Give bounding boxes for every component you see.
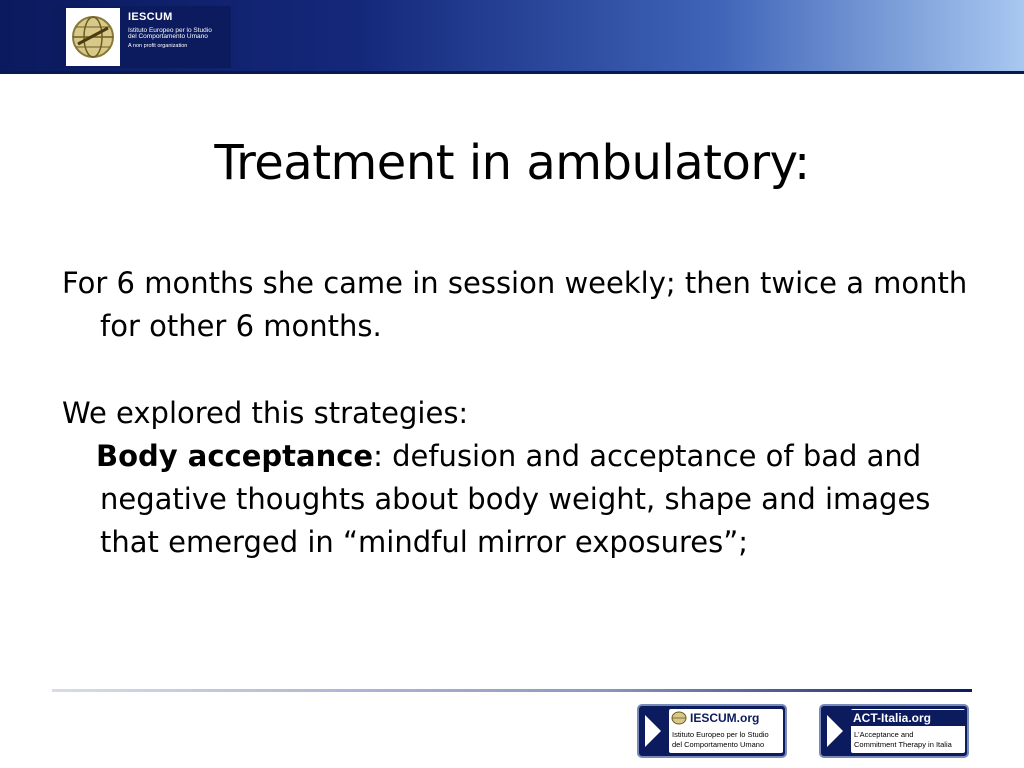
body-acceptance-label: Body acceptance	[96, 439, 374, 473]
globe-icon	[671, 711, 687, 725]
badge-line-1: Istituto Europeo per lo Studio	[672, 730, 769, 739]
paragraph-sessions: For 6 months she came in session weekly; then twice a month for other 6 months.	[62, 266, 968, 343]
paragraph-strategies: We explored this strategies:	[62, 396, 469, 430]
org-subtitle-line-1: Istituto Europeo per lo Studio	[128, 26, 212, 34]
badge-line-1: L'Acceptance and	[854, 730, 914, 739]
act-italia-org-badge[interactable]	[819, 704, 969, 758]
badge-title: ACT-Italia.org	[851, 710, 965, 726]
footer-divider	[52, 689, 972, 692]
badge-line-2: Commitment Therapy in Italia	[854, 740, 952, 749]
iescum-logo	[52, 6, 231, 68]
iescum-org-badge[interactable]	[637, 704, 787, 758]
org-name: IESCUM	[128, 11, 173, 23]
body-acceptance-text: : defusion and acceptance of bad and negative thoughts about body weight, shape and images that emerged in “mindful mirror exposures”;	[100, 439, 931, 559]
globe-emblem-icon	[66, 8, 120, 66]
slide-body	[62, 262, 982, 564]
badge-line-2: del Comportamento Umano	[672, 740, 765, 749]
org-note: A non profit organization	[128, 43, 188, 50]
org-subtitle-line-2: del Comportamento Umano	[128, 33, 208, 41]
paragraph-body-acceptance	[62, 435, 982, 564]
play-arrow-icon	[645, 715, 661, 747]
badge-title: IESCUM.org	[690, 711, 760, 725]
play-arrow-icon	[827, 715, 843, 747]
header-banner	[0, 0, 1024, 74]
slide-title: Treatment in ambulatory:	[214, 135, 810, 191]
